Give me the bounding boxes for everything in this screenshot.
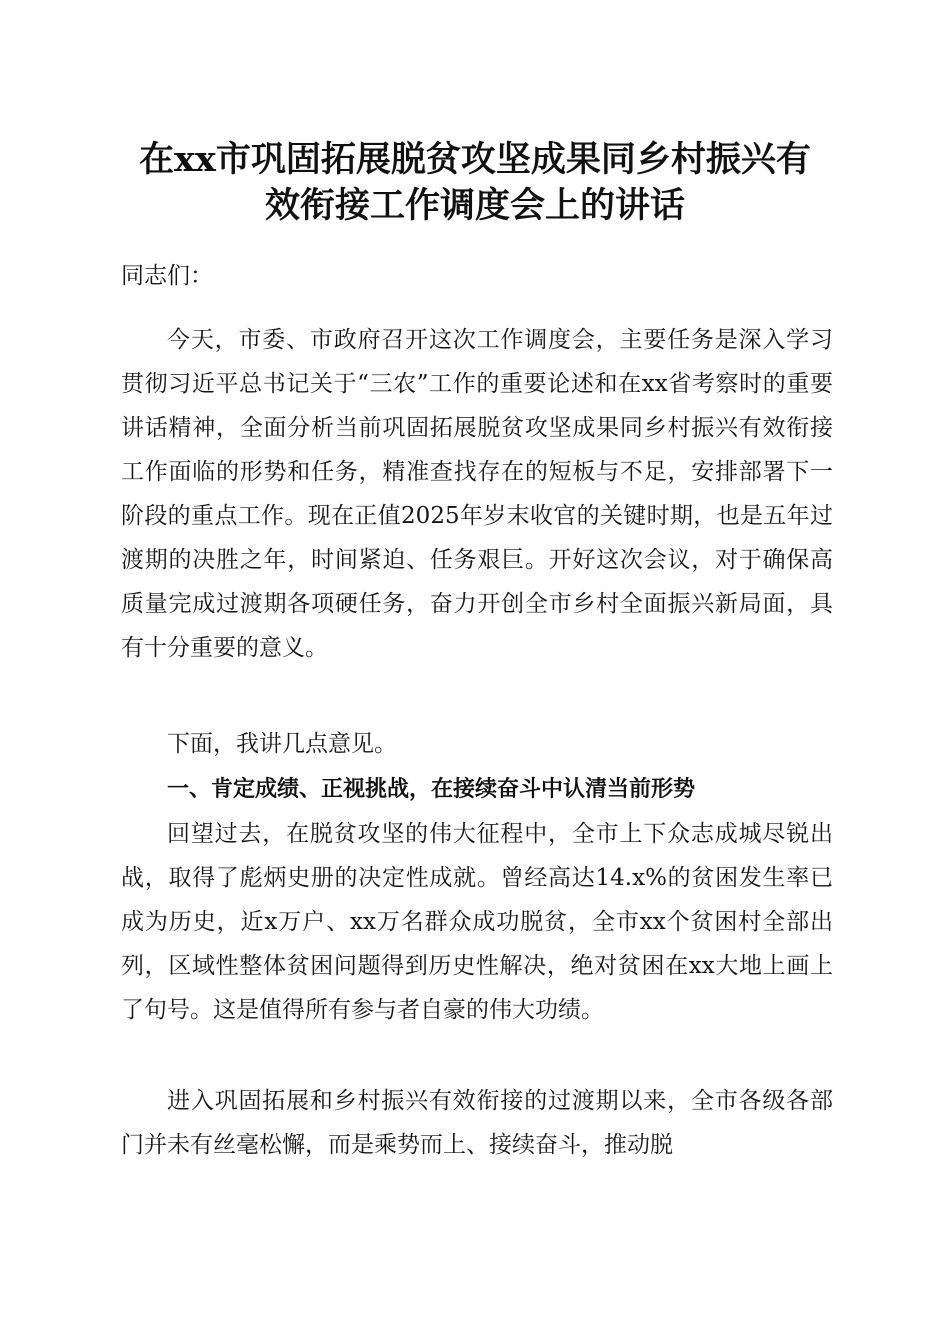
paragraph-intro: 今天，市委、市政府召开这次工作调度会，主要任务是深入学习贯彻习近平总书记关于“三农”工作的重要论述和在xx省考察时的重要讲话精神，全面分析当前巩固拓展脱贫攻坚成果同乡村振兴有效衔接工作面临的形势和任务，精准查找存在的短板与不足，安排部署下一阶段的重点工作。现在正值2025年岁末收官的关键时期，也是五年过渡期的决胜之年，时间紧迫、任务艰巨。开好这次会议，对于确保高质量完成过渡期各项硬任务，奋力开创全市乡村全面振兴新局面，具有十分重要的意义。 [121, 327, 833, 661]
document-title-line-1: 在xx市巩固拓展脱贫攻坚成果同乡村振兴有 [139, 139, 811, 180]
greeting: 同志们： [121, 263, 213, 289]
paragraph-achievements: 回望过去，在脱贫攻坚的伟大征程中，全市上下众志成城尽锐出战，取得了彪炳史册的决定性成就。曾经高达14.x%的贫困发生率已成为历史，近x万户、xx万名群众成功脱贫，全市xx个贫困村全部出列，区域性整体贫困问题得到历史性解决，绝对贫困在xx大地上画上了句号。这是值得所有参与者自豪的伟大功绩。 [121, 821, 833, 1023]
paragraph-transition-period: 进入巩固拓展和乡村振兴有效衔接的过渡期以来，全市各级各部门并未有丝毫松懈，而是乘势而上、接续奋斗，推动脱 [121, 1088, 833, 1158]
paragraph-transition: 下面，我讲几点意见。 [167, 731, 397, 757]
document-title-line-2: 效衔接工作调度会上的讲话 [264, 185, 685, 226]
section-heading-1: 一、肯定成绩、正视挑战，在接续奋斗中认清当前形势 [167, 777, 696, 802]
